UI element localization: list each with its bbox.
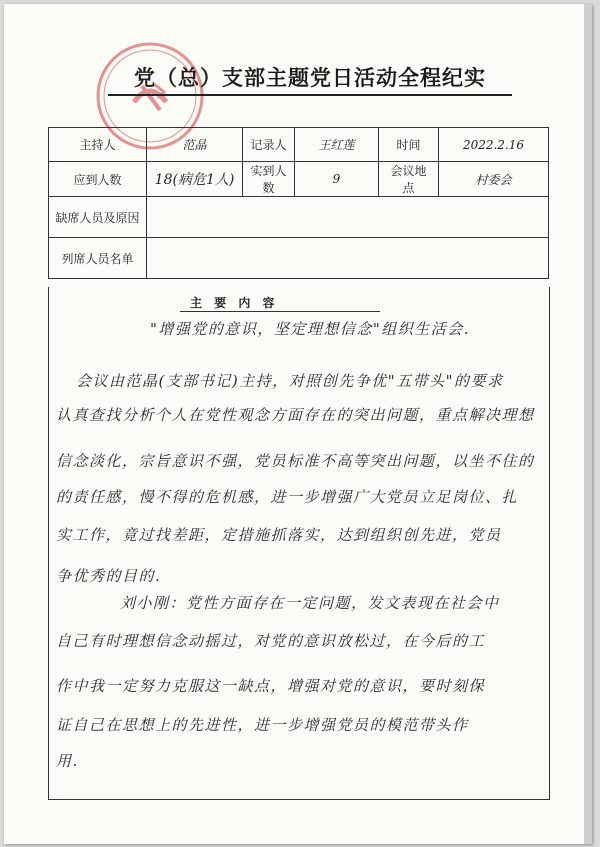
document-title: 党（总）支部主题党日活动全程纪实 (134, 65, 486, 90)
table-row (49, 238, 549, 279)
expected-count-value: 18(病危1人) (147, 162, 243, 197)
handwritten-line: 证自己在思想上的先进性，进一步增强党员的模范带头作 (56, 716, 469, 734)
table-row (49, 128, 549, 162)
actual-count-value: 9 (295, 162, 379, 197)
handwritten-line: 认真查找分析个人在党性观念方面存在的突出问题，重点解决理想 (56, 406, 535, 424)
handwritten-line: 用. (56, 752, 79, 770)
handwritten-line: 自己有时理想信念动摇过，对党的意识放松过，在今后的工 (56, 632, 486, 650)
venue-label: 会议地点 (379, 162, 439, 197)
content-heading-underline (180, 311, 380, 312)
venue-value: 村委会 (439, 162, 549, 197)
handwritten-line: "增强党的意识，坚定理想信念"组织生活会. (150, 320, 471, 338)
scan-edge (584, 4, 592, 844)
handwritten-line: 作中我一定努力克服这一缺点，增强对党的意识，要时刻保 (56, 677, 486, 695)
time-label: 时间 (379, 128, 439, 162)
handwritten-line: 会议由范晶(支部书记)主持，对照创先争优"五带头"的要求 (76, 372, 504, 390)
recorder-value: 王红莲 (295, 128, 379, 162)
title-underline (108, 94, 512, 96)
host-value: 范晶 (147, 128, 243, 162)
handwritten-line: 的责任感，慢不得的危机感，进一步增强广大党员立足岗位、扎 (56, 488, 519, 506)
meeting-info-table (48, 127, 549, 279)
handwritten-line: 刘小刚：党性方面存在一定问题，发文表现在社会中 (120, 594, 500, 612)
table-row (49, 162, 549, 197)
absent-label: 缺席人员及原因 (49, 197, 147, 238)
table-row (49, 197, 549, 238)
time-value: 2022.2.16 (439, 128, 549, 162)
handwritten-line: 实工作，竟过找差距，定措施抓落实，达到组织创先进，党员 (56, 526, 502, 544)
absent-value (147, 197, 549, 238)
handwritten-line: 争优秀的目的. (56, 567, 162, 585)
host-label: 主持人 (49, 128, 147, 162)
actual-count-label: 实到人数 (243, 162, 295, 197)
attendees-value (147, 238, 549, 279)
recorder-label: 记录人 (243, 128, 295, 162)
expected-count-label: 应到人数 (49, 162, 147, 197)
content-heading: 主 要 内 容 (190, 296, 279, 310)
attendees-label: 列席人员名单 (49, 238, 147, 279)
handwritten-line: 信念淡化，宗旨意识不强，党员标准不高等突出问题，以坐不住的 (56, 452, 535, 470)
